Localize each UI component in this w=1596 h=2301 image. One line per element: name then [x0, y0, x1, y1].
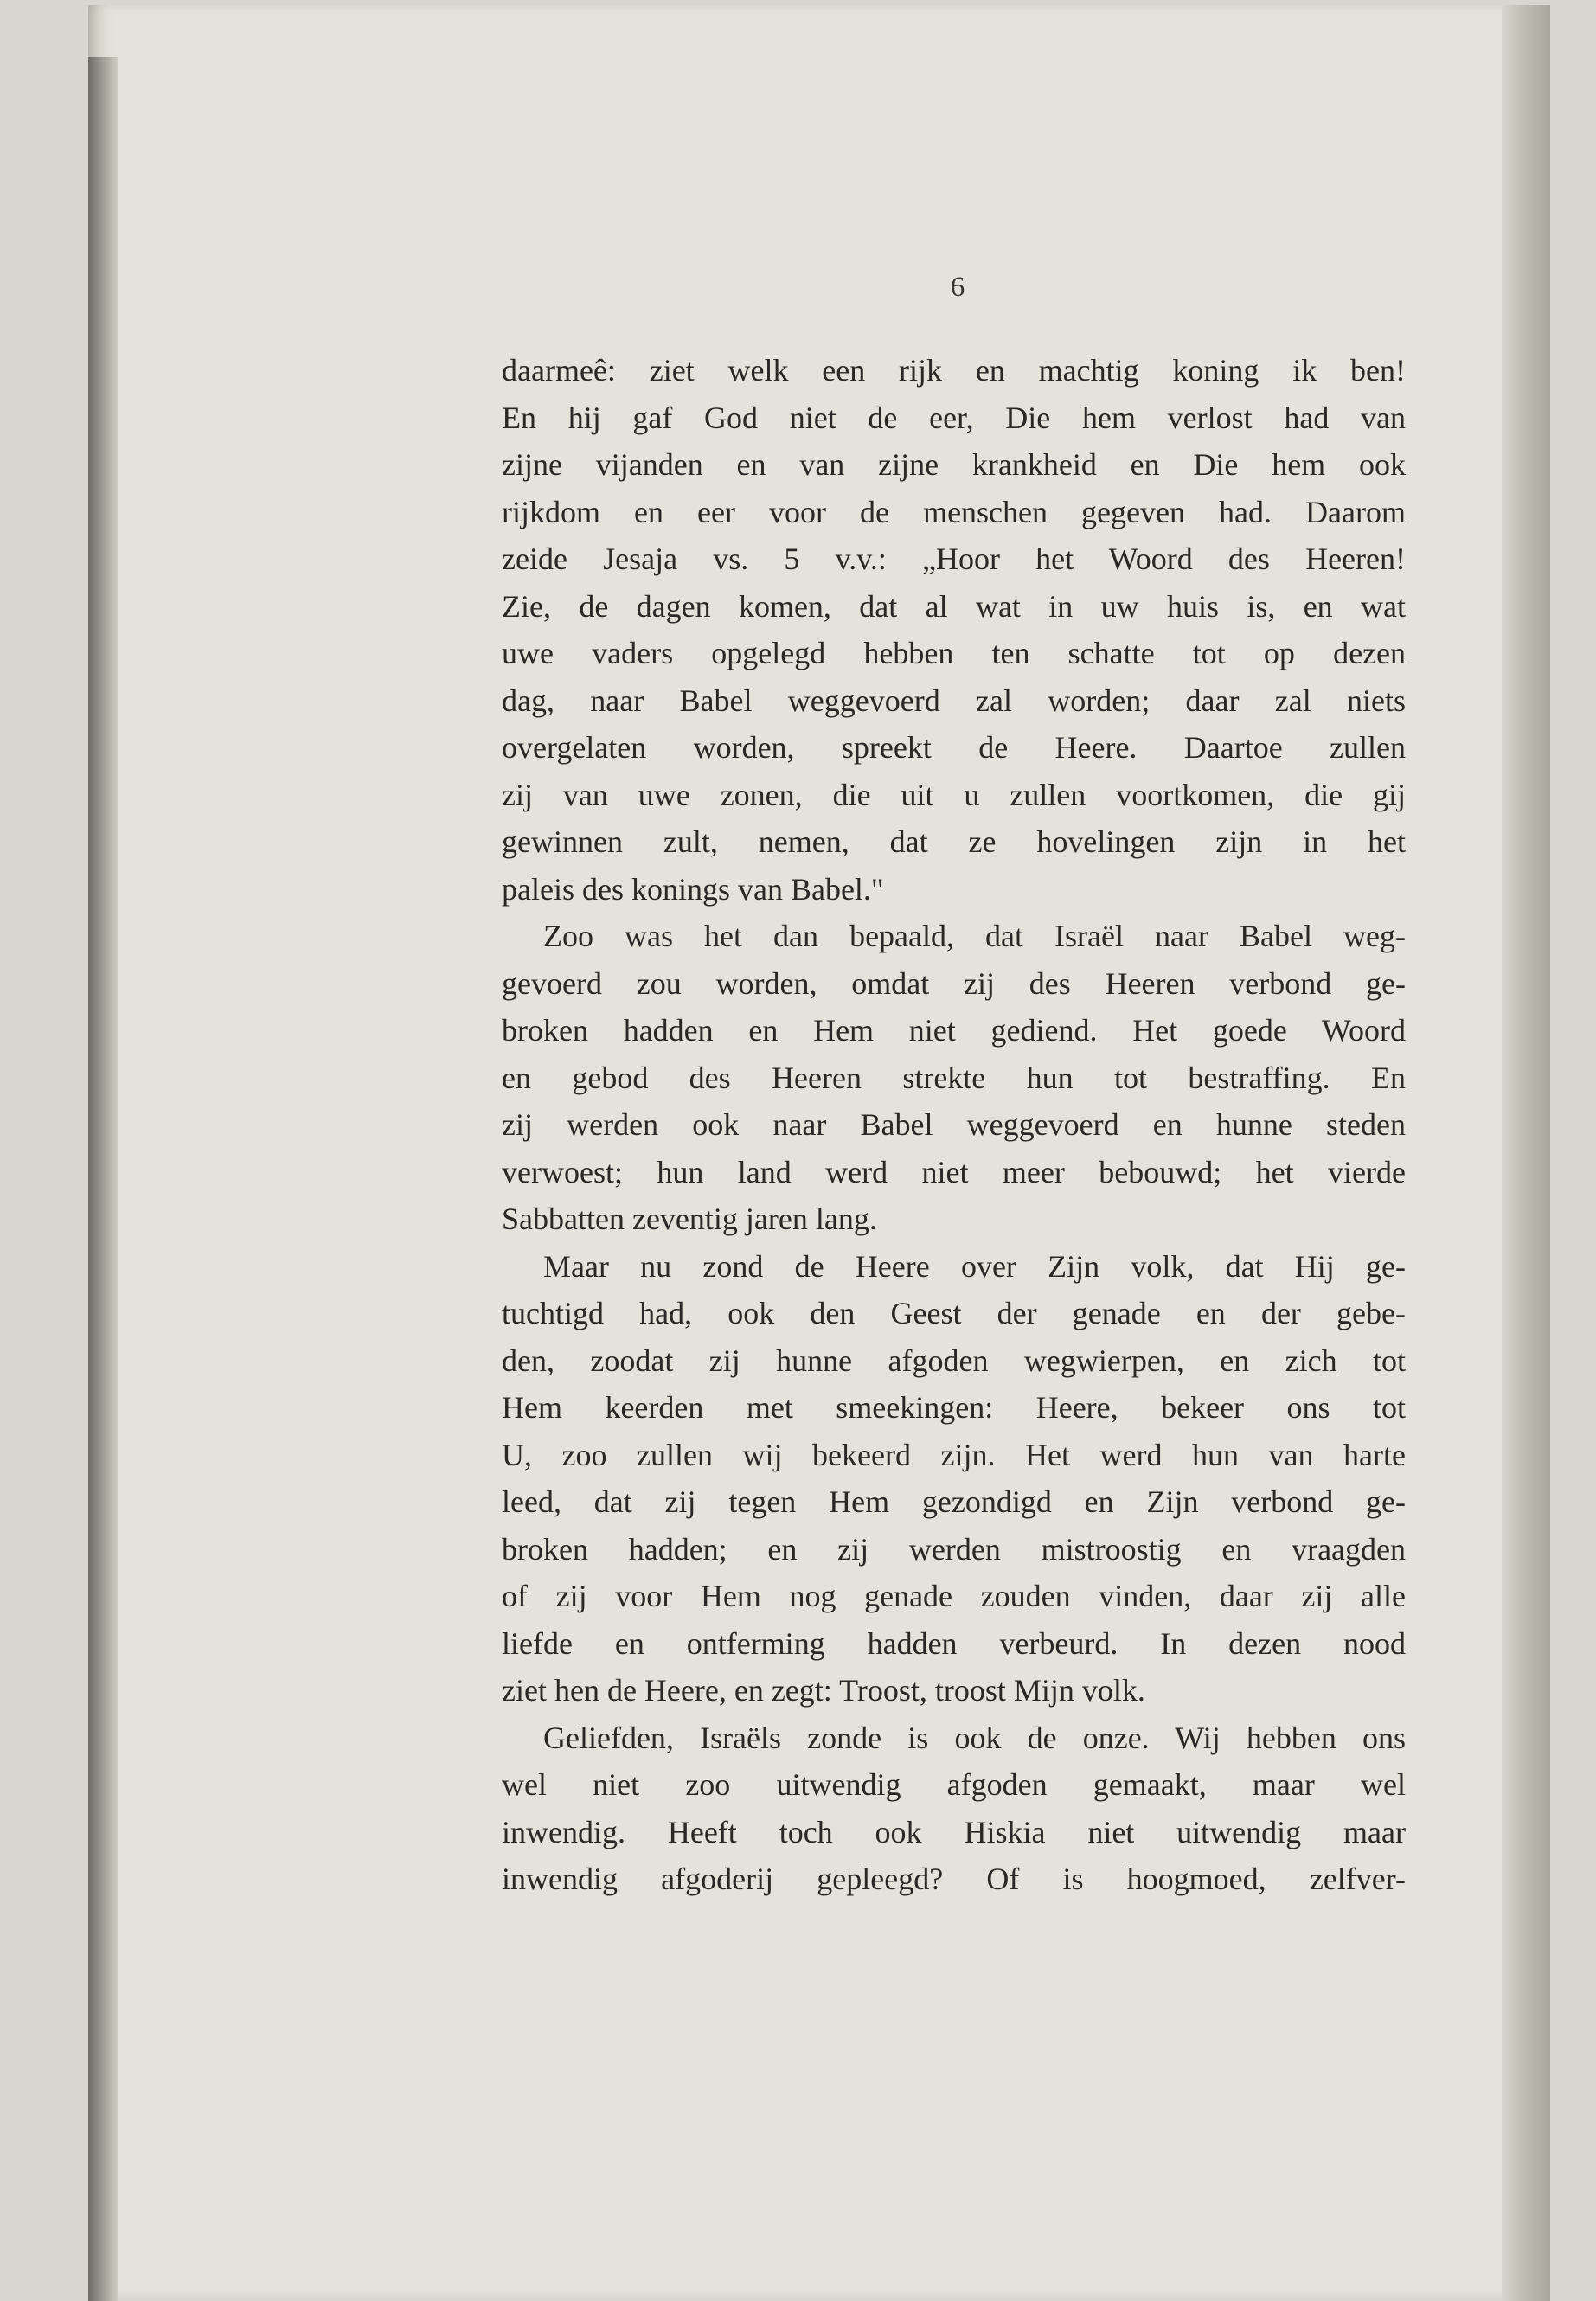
text-line: zijne vijanden en van zijne krankheid en Die hem ook [502, 447, 1406, 482]
text-line: broken hadden; en zij werden mistroostig en vraagden [502, 1531, 1406, 1567]
page-binding-edge [88, 57, 118, 2301]
body-text [502, 347, 1406, 1903]
text-line: dag, naar Babel weggevoerd zal worden; daar zal niets [502, 683, 1406, 718]
text-line: gevoerd zou worden, omdat zij des Heeren verbond ge- [502, 965, 1406, 1001]
text-line: tuchtigd had, ook den Geest der genade en der gebe- [502, 1296, 1406, 1330]
text-line: overgelaten worden, spreekt de Heere. Daartoe zullen [502, 730, 1406, 765]
text-line: rijkdom en eer voor de menschen gegeven had. Daarom [502, 494, 1406, 529]
text-line: Hem keerden met smeekingen: Heere, bekeer ons tot [502, 1390, 1406, 1425]
text-line: Sabbatten zeventig jaren lang. [502, 1202, 877, 1236]
text-line: zeide Jesaja vs. 5 v.v.: „Hoor het Woord des Heeren! [502, 542, 1406, 576]
page-outer-edge [1502, 5, 1550, 2301]
text-line: uwe vaders opgelegd hebben ten schatte tot op dezen [502, 636, 1406, 670]
text-line: U, zoo zullen wij bekeerd zijn. Het werd hun van harte [502, 1437, 1406, 1472]
text-line: broken hadden en Hem niet gediend. Het goede Woord [502, 1013, 1406, 1048]
text-line: wel niet zoo uitwendig afgoden gemaakt, maar wel [502, 1767, 1406, 1802]
text-line: of zij voor Hem nog genade zouden vinden, daar zij alle [502, 1579, 1406, 1613]
text-line: gewinnen zult, nemen, dat ze hovelingen zijn in het [502, 824, 1406, 859]
text-line: liefde en ontferming hadden verbeurd. In dezen nood [502, 1625, 1406, 1661]
text-line: en gebod des Heeren strekte hun tot bestraffing. En [502, 1060, 1406, 1095]
text-line: den, zoodat zij hunne afgoden wegwierpen, en zich tot [502, 1343, 1406, 1378]
text-line: paleis des konings van Babel." [502, 871, 884, 907]
text-line: En hij gaf God niet de eer, Die hem verlost had van [502, 400, 1406, 435]
text-line: zij van uwe zonen, die uit u zullen voortkomen, die gij [502, 777, 1406, 812]
text-line: verwoest; hun land werd niet meer bebouwd; het vierde [502, 1154, 1406, 1189]
text-line: inwendig afgoderij gepleegd? Of is hoogmoed, zelfver- [502, 1862, 1406, 1896]
text-line: Zoo was het dan bepaald, dat Israël naar Babel weg- [543, 919, 1406, 953]
page-number: 6 [950, 272, 965, 303]
text-line: Maar nu zond de Heere over Zijn volk, dat Hij ge- [543, 1248, 1406, 1284]
text-line: daarmeê: ziet welk een rijk en machtig koning ik ben! [502, 353, 1406, 388]
text-line: Geliefden, Israëls zonde is ook de onze. Wij hebben ons [543, 1720, 1406, 1755]
text-line: inwendig. Heeft toch ook Hiskia niet uitwendig maar [502, 1814, 1406, 1849]
text-line: ziet hen de Heere, en zegt: Troost, troost Mijn volk. [502, 1673, 1145, 1708]
text-line: Zie, de dagen komen, dat al wat in uw huis is, en wat [502, 588, 1406, 624]
text-line: zij werden ook naar Babel weggevoerd en hunne steden [502, 1107, 1406, 1142]
book-page [88, 5, 1550, 2298]
text-line: leed, dat zij tegen Hem gezondigd en Zijn verbond ge- [502, 1484, 1406, 1519]
